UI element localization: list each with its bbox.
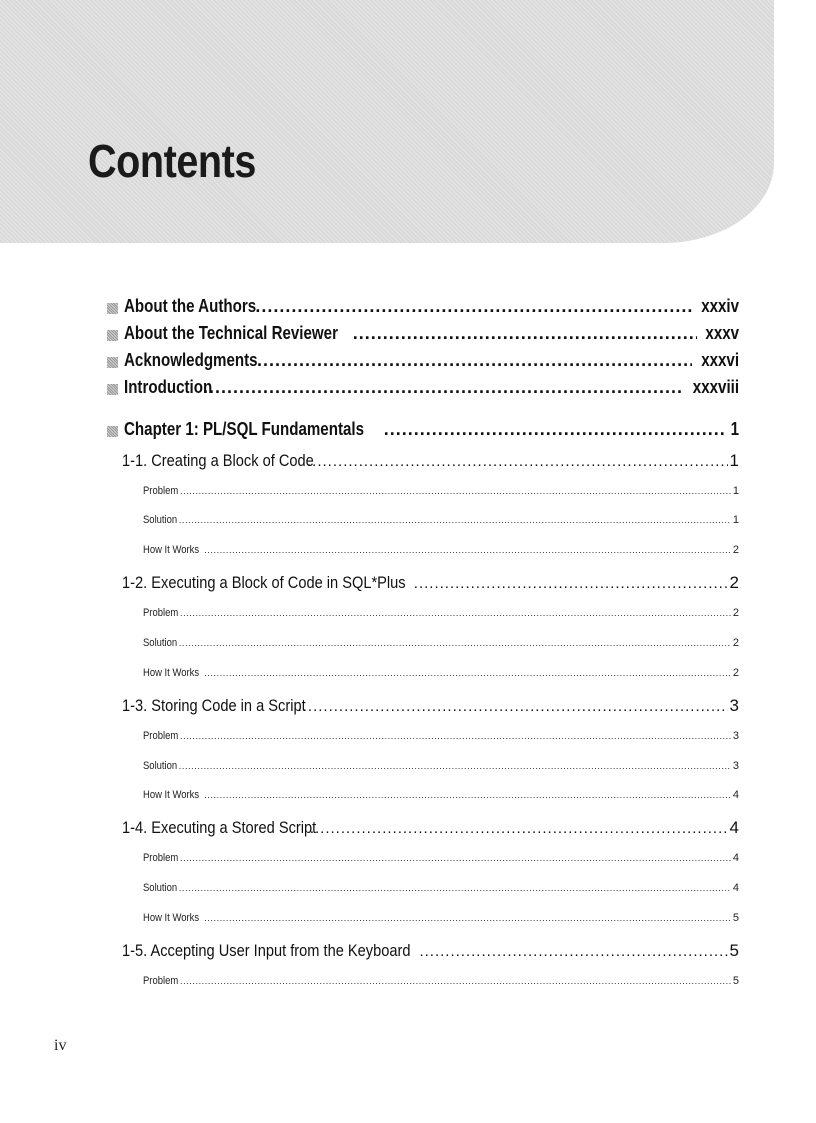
toc-entry-chapter-1[interactable] — [107, 419, 739, 443]
toc-recipe-page: 4 — [729, 818, 739, 837]
toc-subentry-label: Problem — [143, 852, 179, 864]
toc-entry-page: xxxiv — [701, 296, 739, 316]
page-number: iv — [54, 1037, 67, 1054]
toc-subentry[interactable] — [143, 514, 739, 526]
dot-leader — [307, 453, 728, 470]
toc-subentry-page: 4 — [732, 852, 739, 864]
toc-subentry-label: Problem — [143, 730, 179, 742]
dot-leader — [298, 698, 728, 715]
toc-recipe-1-5[interactable] — [122, 941, 739, 961]
toc-recipe-label: 1-3. Storing Code in a Script — [122, 696, 306, 715]
dot-leader — [180, 608, 731, 618]
toc-subentry[interactable] — [143, 667, 739, 679]
dot-leader — [180, 976, 731, 986]
toc-recipe-1-4[interactable] — [122, 818, 739, 838]
dot-leader — [204, 790, 731, 800]
toc-subentry[interactable] — [143, 912, 739, 924]
toc-subentry-label: Solution — [143, 882, 178, 894]
toc-subentry-page: 1 — [732, 514, 739, 526]
square-bullet-icon — [107, 426, 118, 437]
toc-recipe-1-2[interactable] — [122, 573, 739, 593]
dot-leader — [179, 515, 731, 525]
toc-subentry[interactable] — [143, 637, 739, 649]
toc-subentry[interactable] — [143, 789, 739, 801]
toc-subentry-page: 3 — [732, 730, 739, 742]
page-title: Contents — [88, 135, 256, 187]
toc-subentry[interactable] — [143, 852, 739, 864]
toc-subentry[interactable] — [143, 485, 739, 497]
toc-entry-about-authors[interactable] — [107, 296, 739, 320]
dot-leader — [179, 638, 731, 648]
square-bullet-icon — [107, 384, 118, 395]
toc-subentry-page: 2 — [732, 544, 739, 556]
dot-leader — [204, 913, 731, 923]
toc-subentry-page: 5 — [732, 975, 739, 987]
dot-leader — [180, 731, 731, 741]
toc-subentry[interactable] — [143, 730, 739, 742]
dot-leader — [255, 296, 692, 317]
dot-leader — [180, 853, 731, 863]
toc-subentry-label: How It Works — [143, 789, 200, 801]
toc-subentry-label: Solution — [143, 637, 178, 649]
dot-leader — [419, 943, 727, 960]
dot-leader — [179, 761, 731, 771]
dot-leader — [257, 350, 692, 371]
dot-leader — [204, 668, 731, 678]
toc-recipe-label: 1-4. Executing a Stored Script — [122, 818, 317, 837]
dot-leader — [203, 377, 682, 398]
toc-subentry-page: 4 — [732, 789, 739, 801]
toc-recipe-page: 1 — [729, 451, 739, 470]
toc-subentry[interactable] — [143, 975, 739, 987]
toc-entry-page: 1 — [730, 419, 739, 439]
toc-recipe-page: 3 — [729, 696, 739, 715]
toc-subentry[interactable] — [143, 607, 739, 619]
toc-recipe-page: 2 — [729, 573, 739, 592]
square-bullet-icon — [107, 330, 118, 341]
dot-leader — [310, 820, 728, 837]
toc-subentry[interactable] — [143, 760, 739, 772]
toc-entry-label: Chapter 1: PL/SQL Fundamentals — [124, 419, 365, 439]
toc-subentry-label: How It Works — [143, 667, 200, 679]
toc-entry-page: xxxv — [705, 323, 739, 343]
dot-leader — [204, 545, 731, 555]
toc-subentry-page: 5 — [732, 912, 739, 924]
toc-subentry[interactable] — [143, 544, 739, 556]
toc-entry-acknowledgments[interactable] — [107, 350, 739, 374]
toc-subentry-page: 2 — [732, 637, 739, 649]
dot-leader — [180, 486, 731, 496]
square-bullet-icon — [107, 303, 118, 314]
toc-recipe-1-3[interactable] — [122, 696, 739, 716]
toc-entry-label: About the Technical Reviewer — [124, 323, 338, 343]
toc-subentry-page: 3 — [732, 760, 739, 772]
dot-leader — [353, 323, 697, 344]
dot-leader — [384, 419, 727, 440]
toc-entry-label: About the Authors — [124, 296, 257, 316]
toc-subentry-page: 1 — [732, 485, 739, 497]
toc-entry-label: Acknowledgments — [124, 350, 258, 370]
toc-entry-introduction[interactable] — [107, 377, 739, 401]
toc-entry-page: xxxviii — [692, 377, 739, 397]
toc-subentry-label: How It Works — [143, 544, 200, 556]
toc-subentry-label: How It Works — [143, 912, 200, 924]
toc-recipe-1-1[interactable] — [122, 451, 739, 471]
toc-subentry-label: Problem — [143, 607, 179, 619]
toc-recipe-label: 1-5. Accepting User Input from the Keyboard — [122, 941, 411, 960]
toc-entry-technical-reviewer[interactable] — [107, 323, 739, 347]
toc-subentry-label: Solution — [143, 514, 178, 526]
square-bullet-icon — [107, 357, 118, 368]
toc-subentry-label: Problem — [143, 485, 179, 497]
dot-leader — [179, 883, 731, 893]
toc-entry-page: xxxvi — [701, 350, 739, 370]
toc-subentry-label: Solution — [143, 760, 178, 772]
toc-subentry-label: Problem — [143, 975, 179, 987]
toc-recipe-page: 5 — [729, 941, 739, 960]
toc-subentry-page: 2 — [732, 667, 739, 679]
toc-entry-label: Introduction — [124, 377, 213, 397]
toc-subentry-page: 2 — [732, 607, 739, 619]
dot-leader — [414, 575, 728, 592]
toc-subentry-page: 4 — [732, 882, 739, 894]
toc-recipe-label: 1-2. Executing a Block of Code in SQL*Plus — [122, 573, 406, 592]
toc-recipe-label: 1-1. Creating a Block of Code — [122, 451, 314, 470]
toc-subentry[interactable] — [143, 882, 739, 894]
